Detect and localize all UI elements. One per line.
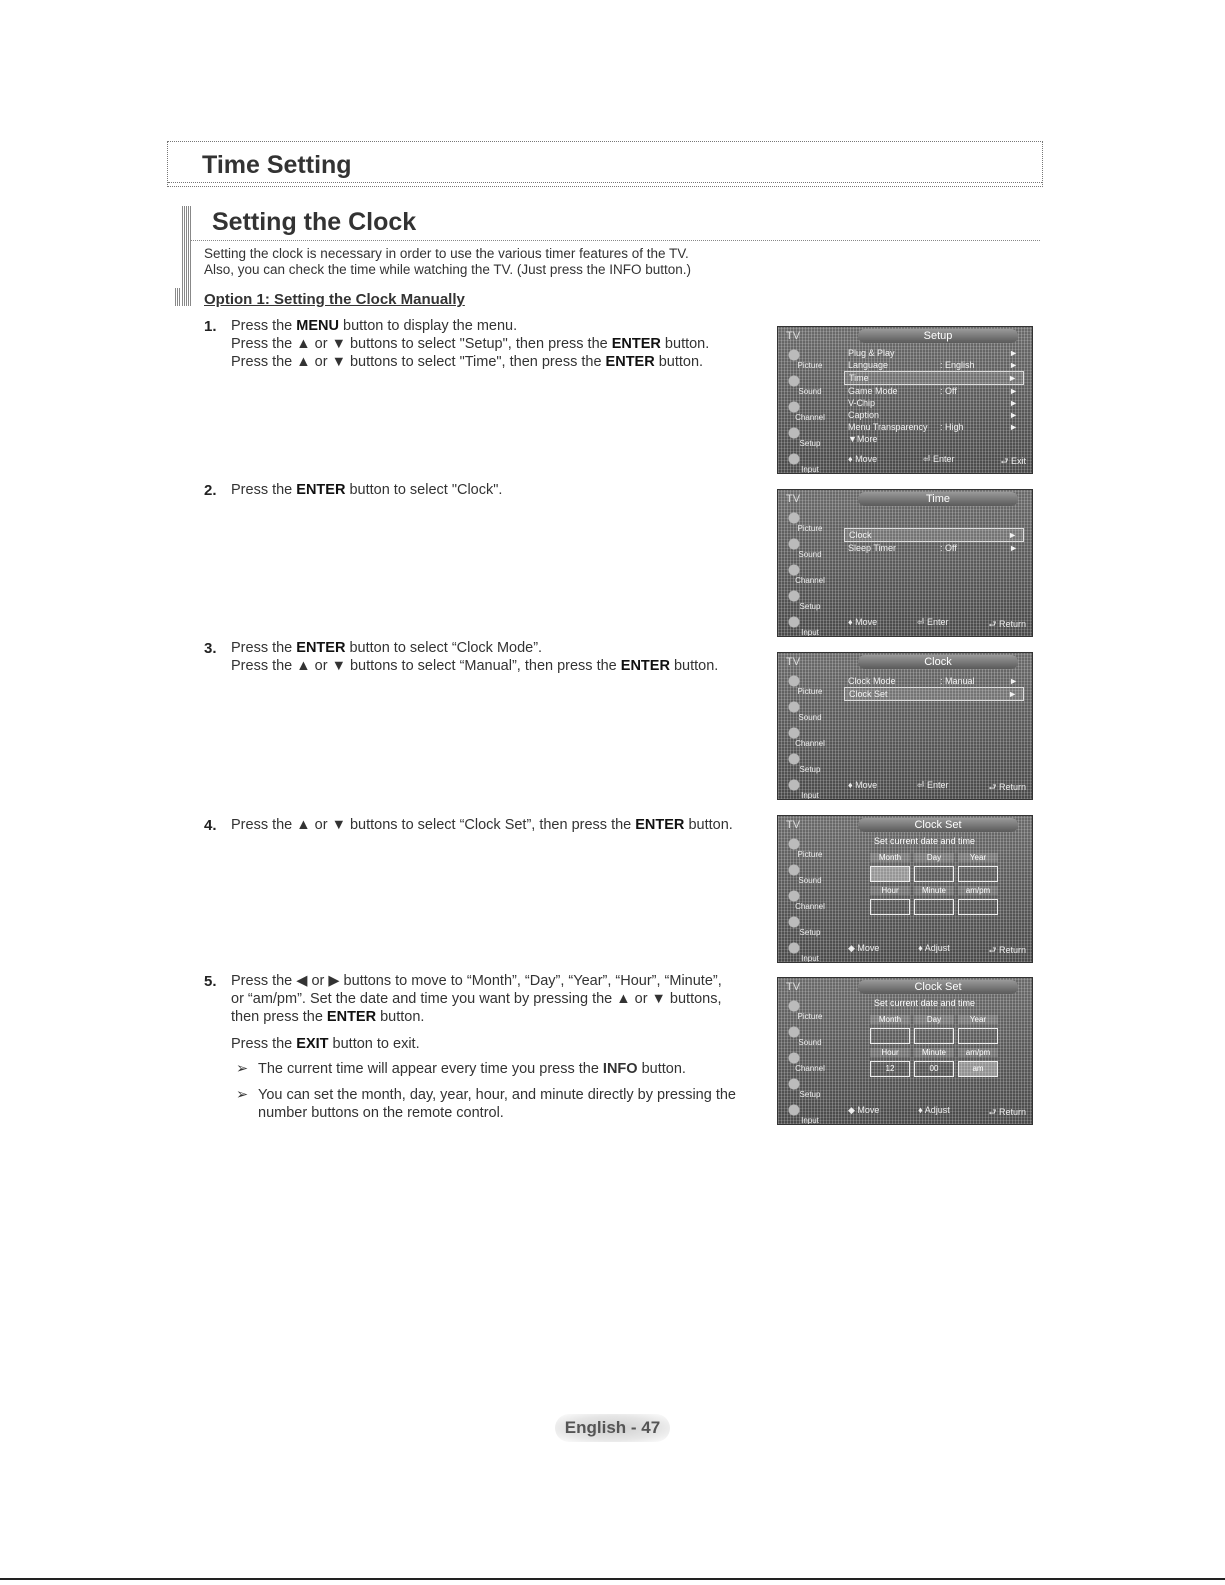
tv-screen-setup	[777, 326, 1033, 474]
menu-item: ▼More	[848, 434, 878, 444]
side-item-channel: Channel	[780, 888, 840, 914]
step-line: then press the ENTER button.	[231, 1009, 425, 1025]
tv-screen-time	[777, 489, 1033, 637]
side-item-picture: Picture	[780, 998, 840, 1024]
menu-item-selected: Clock Set ►	[844, 687, 1024, 701]
tv-menu-list	[844, 528, 1024, 554]
tv-footer: ♦ Move ⏎ Enter ⮐ Return	[848, 617, 1026, 629]
tv-screen-clock-set-values	[777, 977, 1033, 1125]
tv-label: TV	[786, 981, 801, 993]
side-item-setup: Setup	[780, 425, 840, 451]
side-item-setup: Setup	[780, 751, 840, 777]
field-label-row: Hour Minute am/pm	[844, 886, 1024, 895]
step-line: Press the ▲ or ▼ buttons to select "Time", then press the ENTER button.	[231, 354, 704, 370]
tv-label: TV	[786, 330, 801, 342]
tv-label: TV	[786, 493, 801, 505]
step-number: 3.	[204, 640, 217, 657]
note-arrow-icon: ➢	[236, 1087, 249, 1103]
side-item-picture: Picture	[780, 510, 840, 536]
side-item-input: Input	[780, 777, 840, 800]
step-5-text	[231, 972, 771, 1026]
menu-item: Game Mode : Off ►	[848, 386, 1018, 396]
field-value-row	[844, 1028, 1024, 1044]
side-item-input: Input	[780, 451, 840, 474]
tv-menu-list	[844, 675, 1024, 701]
tv-label: TV	[786, 819, 801, 831]
menu-item: Language : English ►	[848, 360, 1018, 370]
tv-side-menu	[780, 836, 840, 963]
step-number: 5.	[204, 973, 217, 990]
side-item-channel: Channel	[780, 1050, 840, 1076]
side-item-picture: Picture	[780, 347, 840, 373]
side-item-sound: Sound	[780, 699, 840, 725]
field-value-row	[844, 866, 1024, 882]
side-item-input: Input	[780, 614, 840, 637]
decorative-side-bar	[182, 206, 192, 306]
menu-title: Clock	[858, 655, 1018, 669]
section-header-box	[167, 141, 1043, 187]
menu-item: Menu Transparency : High ►	[848, 422, 1018, 432]
tv-label: TV	[786, 656, 801, 668]
side-item-setup: Setup	[780, 1076, 840, 1102]
side-item-sound: Sound	[780, 536, 840, 562]
field-label-row: Hour Minute am/pm	[844, 1048, 1024, 1057]
clock-set-heading: Set current date and time	[874, 836, 976, 846]
side-item-channel: Channel	[780, 562, 840, 588]
menu-item: Sleep Timer : Off ►	[848, 543, 1018, 553]
menu-item: Caption ►	[848, 410, 1018, 420]
exit-line: Press the EXIT button to exit.	[231, 1036, 420, 1052]
step-line: Press the ENTER button to select "Clock".	[231, 482, 503, 498]
section-title: Time Setting	[202, 151, 352, 179]
step-line: Press the ENTER button to select “Clock Mode”.	[231, 640, 543, 656]
tv-footer: ♦ Move ⏎ Enter ⮐ Return	[848, 780, 1026, 792]
note	[236, 1060, 778, 1078]
step-line: or “am/pm”. Set the date and time you want by pressing the ▲ or ▼ buttons,	[231, 991, 722, 1007]
side-item-sound: Sound	[780, 373, 840, 399]
menu-item: Plug & Play ►	[848, 348, 1018, 358]
bottom-rule	[0, 1578, 1225, 1580]
tv-footer: ♦ Move ⏎ Enter ⮐ Exit	[848, 454, 1026, 466]
menu-title: Time	[858, 492, 1018, 506]
step-line: Press the ▲ or ▼ buttons to select “Clock Set”, then press the ENTER button.	[231, 817, 733, 833]
step-number: 1.	[204, 318, 217, 335]
tv-footer: ◆ Move ♦ Adjust ⮐ Return	[848, 1105, 1026, 1117]
intro-text	[204, 246, 691, 278]
tv-screen-clock	[777, 652, 1033, 800]
step-2-text	[231, 481, 771, 499]
note-arrow-icon: ➢	[236, 1061, 249, 1077]
menu-item: Clock Mode : Manual ►	[848, 676, 1018, 686]
tv-side-menu	[780, 673, 840, 800]
step-number: 4.	[204, 817, 217, 834]
note-text: The current time will appear every time you press the INFO button.	[258, 1061, 686, 1077]
side-item-channel: Channel	[780, 725, 840, 751]
side-item-setup: Setup	[780, 588, 840, 614]
page-number-badge: English - 47	[555, 1414, 670, 1442]
step-4-text	[231, 816, 771, 834]
side-item-picture: Picture	[780, 673, 840, 699]
menu-item-selected: Clock ►	[844, 528, 1024, 542]
step-line: Press the ◀ or ▶ buttons to move to “Month”, “Day”, “Year”, “Hour”, “Minute”,	[231, 973, 722, 989]
menu-title: Setup	[858, 329, 1018, 343]
menu-title: Clock Set	[858, 818, 1018, 832]
side-item-input: Input	[780, 940, 840, 963]
note-text: You can set the month, day, year, hour, and minute directly by pressing the number buttons on the remote control.	[258, 1087, 736, 1121]
clock-set-heading: Set current date and time	[874, 998, 976, 1008]
menu-item-selected: Time ►	[844, 371, 1024, 385]
step-3-text	[231, 639, 771, 675]
step-line: Press the ▲ or ▼ buttons to select "Setup", then press the ENTER button.	[231, 336, 710, 352]
tv-menu-list	[844, 347, 1024, 445]
option-title: Option 1: Setting the Clock Manually	[204, 291, 465, 308]
clock-set-panel	[844, 836, 1024, 915]
subsection-title: Setting the Clock	[212, 208, 417, 236]
step-line: Press the MENU button to display the menu.	[231, 318, 518, 334]
side-item-sound: Sound	[780, 862, 840, 888]
header-rule	[168, 182, 1042, 183]
tv-side-menu	[780, 998, 840, 1125]
step-number: 2.	[204, 482, 217, 499]
tv-side-menu	[780, 347, 840, 474]
tv-side-menu	[780, 510, 840, 637]
tv-screen-clock-set	[777, 815, 1033, 963]
side-item-input: Input	[780, 1102, 840, 1125]
field-value-row	[844, 899, 1024, 915]
side-item-channel: Channel	[780, 399, 840, 425]
field-label-row: Month Day Year	[844, 853, 1024, 862]
side-item-sound: Sound	[780, 1024, 840, 1050]
clock-set-panel	[844, 998, 1024, 1077]
note	[236, 1086, 778, 1122]
field-value-row: 12 00 am	[844, 1061, 1024, 1077]
tv-footer: ◆ Move ♦ Adjust ⮐ Return	[848, 943, 1026, 955]
side-item-picture: Picture	[780, 836, 840, 862]
field-label-row: Month Day Year	[844, 1015, 1024, 1024]
step-line: Press the ▲ or ▼ buttons to select “Manual”, then press the ENTER button.	[231, 658, 719, 674]
intro-line: Setting the clock is necessary in order to use the various timer features of the TV.	[204, 246, 689, 261]
menu-item: V-Chip ►	[848, 398, 1018, 408]
side-item-setup: Setup	[780, 914, 840, 940]
subsection-rule	[190, 240, 1040, 241]
step-1-text	[231, 317, 771, 371]
menu-title: Clock Set	[858, 980, 1018, 994]
intro-line: Also, you can check the time while watching the TV. (Just press the INFO button.)	[204, 262, 691, 277]
decorative-side-bar-small	[175, 288, 181, 306]
